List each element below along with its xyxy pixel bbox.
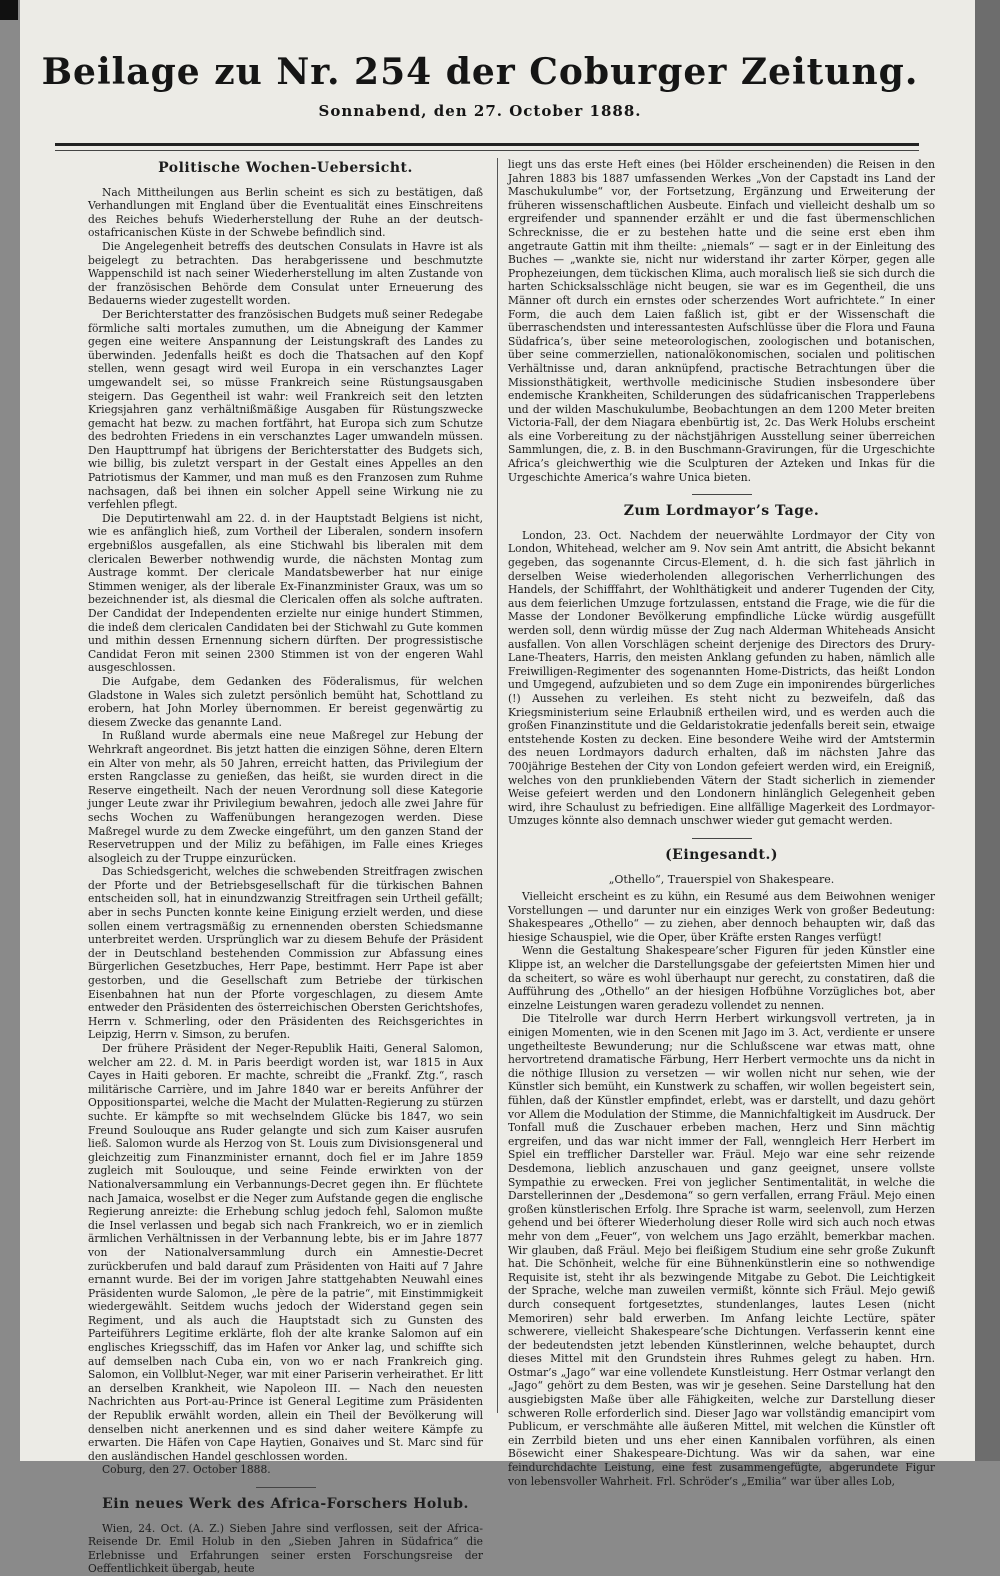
article-paragraph: Der frühere Präsident der Neger-Republik Haiti, General Salomon, welcher am 22. d. M. in Paris beerdigt worden ist, war 1815 in Aux Cayes in Haiti geboren. Er machte, schreibt die „Frankf. Ztg.“, rasch militärische Carrière, und im Jahre 1840 war er bereits Anführer der Oppositionspartei, welche die Macht der Mulatten-Regierung zu stürzen suchte. Er kämpfte so mit wechselndem Glücke bis 1847, wo sein Freund Soulouque ans Ruder gelangte und sich zum Kaiser ausrufen ließ. Salomon wurde als Herzog von St. Louis zum Divisionsgeneral und gleichzeitig zum Finanzminister ernannt, doch fiel er im Jahre 1859 zugleich mit Soulouque, und seine Feinde erwirkten von der Nationalversammlung ein Verbannungs-Decret gegen ihn. Er flüchtete nach Jamaica, woselbst er die Neger zum Aufstande gegen die englische Regierung anreizte: die Erhebung schlug jedoch fehl, Salomon mußte die Insel verlassen und begab sich nach Frankreich, wo er in ziemlich ärmlichen Verhältnissen in der Verbannung lebte, bis er im Jahre 1877 von der Nationalversammlung durch ein Amnestie-Decret zurückberufen und bald darauf zum Präsidenten von Haiti auf 7 Jahre ernannt wurde. Bei der im vorigen Jahre stattgehabten Neuwahl eines Präsidenten wurde Salomon, „le père de la patrie“, mit Einstimmigkeit wiedergewählt. Seitdem wuchs jedoch der Widerstand gegen sein Regiment, und als auch die Hauptstadt sich zu Gunsten des Parteiführers Legitime erklärte, floh der alte kranke Salomon auf ein englisches Kriegsschiff, das im Hafen vor Anker lag, und schiffte sich auf demselben nach Cuba ein, von wo er nach Frankreich ging. Salomon, ein Vollblut-Neger, war mit einer Pariserin verheirathet. Er litt an derselben Krankheit, wie Napoleon III. — Nach den neuesten Nachrichten aus Port-au-Prince ist General Legitime zum Präsidenten der Republik erwählt worden, allein ein Theil der Bevölkerung will denselben nicht anerkennen und es sind daher weitere Kämpfe zu erwarten. Die Häfen von Cape Haytien, Gonaives und St. Marc sind für den ausländischen Handel geschlossen worden. xyxy=(88,1042,483,1463)
masthead-title: Beilage zu Nr. 254 der Coburger Zeitung. xyxy=(41,51,919,93)
section-divider xyxy=(256,1487,316,1488)
article-paragraph: Vielleicht erscheint es zu kühn, ein Resumé aus dem Beiwohnen weniger Vorstellungen — und darunter nur ein einziges Werk von großer Bedeutung: Shakespeares „Othello“ — zu ziehen, aber dennoch behaupten wir, daß das hiesige Schauspiel, wie die Oper, über Kräfte ersten Ranges verfügt! xyxy=(508,890,935,944)
column-divider xyxy=(497,158,498,1413)
left-column xyxy=(88,158,483,1576)
right-column xyxy=(508,158,935,1488)
article-paragraph: Die Deputirtenwahl am 22. d. in der Hauptstadt Belgiens ist nicht, wie es anfänglich hieß, zum Vortheil der Liberalen, sondern insofern ergebnißlos ausgefallen, als eine Stichwahl bis liberalen mit dem clericalen Bewerber nothwendig wurde, die nächsten Montag zum Austrage kommt. Der clericale Mandatsbewerber hat nur einige Stimmen weniger, als der liberale Ex-Finanzminister Graux, was um so bezeichnender ist, als diesmal die Clericalen offen als solche auftraten. Der Candidat der Independenten erzielte nur einige hundert Stimmen, die indeß dem clericalen Candidaten bei der Stichwahl zu Gute kommen und mithin dessen Ernennung sichern dürften. Der progressistische Candidat Feron mit seinen 2300 Stimmen ist von der engeren Wahl ausgeschlossen. xyxy=(88,511,483,675)
article-paragraph: Die Angelegenheit betreffs des deutschen Consulats in Havre ist als beigelegt zu betrachten. Das herabgerissene und beschmutzte Wappenschild ist nach seiner Wiederherstellung im alten Zustande von der französischen Behörde dem Consulat unter Erneuerung des Bedauerns wieder zugestellt worden. xyxy=(88,239,483,308)
article-paragraph: Die Titelrolle war durch Herrn Herbert wirkungsvoll vertreten, ja in einigen Momenten, wie in den Scenen mit Jago im 3. Act, verdiente er unsere ungetheilteste Bewunderung; nur die Schlußscene war etwas matt, ohne hervortretend dramatische Färbung, Herr Herbert vermochte uns da nicht in die nöthige Illusion zu versetzen — wir wollen nicht nur sehen, wie der Künstler sich bemüht, ein Kunstwerk zu schaffen, wir wollen begeistert sein, fühlen, daß der Künstler empfindet, erlebt, was er darstellt, und dazu gehört vor Allem die Modulation der Stimme, die Mannichfaltigkeit im Ausdruck. Der Tonfall muß die Zuschauer erbeben machen, Herz und Sinn mächtig ergreifen, und das war nicht immer der Fall, wenngleich Herr Herbert im Spiel ein trefflicher Darsteller war. Fräul. Mejo war eine sehr reizende Desdemona, lieblich anzuschauen und ganz geeignet, unsere vollste Sympathie zu erwecken. Frei von jeglicher Sentimentalität, in welche die Darstellerinnen der „Desdemona“ so gern verfallen, errang Fräul. Mejo einen großen künstlerischen Erfolg. Ihre Sprache ist warm, seelenvoll, zum Herzen gehend und bei öfterer Wiederholung dieser Rolle wird sich auch noch etwas mehr von dem „Feuer“, von welchem uns Jago erzählt, bemerkbar machen. Wir glauben, daß Fräul. Mejo bei fleißigem Studium eine sehr große Zukunft hat. Die Schönheit, welche für eine Bühnenkünstlerin eine so nothwendige Requisite ist, steht ihr als bezwingende Mitgabe zu Gebot. Die Leichtigkeit der Sprache, welche man zuweilen vermißt, könnte sich Fräul. Mejo gewiß durch consequent fortgesetztes, stundenlanges, lautes Lesen (nicht Memoriren) sehr bald erwerben. Im Anfang leichte Lectüre, später schwerere, vielleicht Shakespeare’sche Dichtungen. Verfasserin kennt eine der bedeutendsten jetzt lebenden Künstlerinnen, welche behauptet, durch dieses Mittel mit den Grundstein ihres Ruhmes gelegt zu haben. Hrn. Ostmar’s „Jago“ war eine vollendete Kunstleistung. Herr Ostmar verlangt den „Jago“ gehört zu dem Besten, was wir je gesehen. Seine Darstellung hat den ausgiebigsten Maße über alle Fähigkeiten, welche zur Darstellung dieser schweren Rolle erforderlich sind. Dieser Jago war vollständig emancipirt vom Publicum, er verschmähte alle äußeren Mittel, mit welchen die Künstler oft ein Zerrbild bieten und uns eher einen Kannibalen vorführen, als einen Bösewicht einer Shakespeare-Dichtung. Was wir da sahen, war eine feindurchdachte Leistung, eine fest zusammengefügte, abgerundete Figur von lebensvoller Wahrheit. Frl. Schröder’s „Emilia“ war über alles Lob, xyxy=(508,1012,935,1488)
article-paragraph: London, 23. Oct. Nachdem der neuerwählte Lordmayor der City von London, Whitehead, welcher am 9. Nov sein Amt antritt, die Absicht bekannt gegeben, das sogenannte Circus-Element, d. h. die sich fast jährlich in derselben Weise wiederholenden allegorischen Verherrlichungen des Handels, der Schifffahrt, der Wohlthätigkeit und anderer Tugenden der City, aus dem feierlichen Umzuge fortzulassen, entstand die Frage, wie die für die Masse der Londoner Bevölkerung empfindliche Lücke würdig ausgefüllt werden soll, denn würdig müsse der Zug nach Alderman Whiteheads Ansicht ausfallen. Von allen Vorschlägen scheint derjenige des Directors des Drury-Lane-Theaters, Harris, den meisten Anklang gefunden zu haben, nämlich alle Freiwilligen-Regimenter des sogenannten Home-Districts, das heißt London und Umgegend, aufzubieten und so dem Zuge ein imponirendes bürgerliches (!) Aussehen zu verleihen. Es steht nicht zu bezweifeln, daß das Kriegsministerium seine Erlaubniß ertheilen wird, und es werden auch die großen Finanzinstitute und die Geldaristokratie jedenfalls bereit sein, etwaige entstehende Kosten zu decken. Eine besondere Weihe wird der Amtstermin des neuen Lordmayors dadurch erhalten, daß im nächsten Jahre das 700jährige Bestehen der City von London gefeiert werden wird, ein Ereigniß, welches von den prunkliebenden Vätern der Stadt sicherlich in ziemender Weise gefeiert werden und den Londonern hinlänglich Gelegenheit geben wird, ihre Schaulust zu befriedigen. Eine allfällige Magerkeit des Lordmayor-Umzuges könnte also demnach unschwer wieder gut gemacht werden. xyxy=(508,528,935,828)
section-heading-politics: Politische Wochen-Uebersicht. xyxy=(158,160,413,176)
othello-subheading: „Othello“, Trauerspiel von Shakespeare. xyxy=(608,872,835,886)
dateline-signature: Coburg, den 27. October 1888. xyxy=(102,1463,271,1477)
masthead-date: Sonnabend, den 27. October 1888. xyxy=(318,102,642,120)
article-paragraph: Nach Mittheilungen aus Berlin scheint es sich zu bestätigen, daß Verhandlungen mit England über die Eventualität eines Einschreitens des Reiches behufs Wiederherstellung der Ruhe an der deutsch-ostafricanischen Küste in der Schwebe befindlich sind. xyxy=(88,185,483,240)
section-heading-lordmayor: Zum Lordmayor’s Tage. xyxy=(623,503,820,520)
article-paragraph: Das Schiedsgericht, welches die schwebenden Streitfragen zwischen der Pforte und der Betriebsgesellschaft für die türkischen Bahnen entscheiden soll, hat in einundzwanzig Streitfragen sein Urtheil gefällt; aber in sechs Puncten konnte keine Einigung erzielt werden, und diese sollen einem vertragsmäßig zu ernennenden obersten Schiedsmanne unterbreitet werden. Ursprünglich war zu diesem Behufe der Präsident der in Deutschland bestehenden Commission zur Abfassung eines Bürgerlichen Gesetzbuches, Herr Pape, bestimmt. Herr Pape ist aber gestorben, und die Gesellschaft zum Betriebe der türkischen Eisenbahnen hat nun der Pforte vorgeschlagen, zu diesem Amte entweder den Präsidenten des österreichischen Obersten Gerichtshofes, Herrn v. Schmerling, oder den Präsidenten des Reichsgerichtes in Leipzig, Herrn v. Simson, zu berufen. xyxy=(88,865,483,1042)
article-paragraph: Wien, 24. Oct. (A. Z.) Sieben Jahre sind verflossen, seit der Africa-Reisende Dr. Emil Holub in den „Sieben Jahren in Südafrica“ die Erlebnisse und Erfahrungen seiner ersten Forschungsreise der Oeffentlichkeit übergab, heute xyxy=(88,1521,483,1576)
page-edge-tab xyxy=(0,0,18,20)
page-shadow xyxy=(975,0,1000,1461)
masthead xyxy=(40,50,920,120)
section-divider xyxy=(692,494,752,495)
article-paragraph: In Rußland wurde abermals eine neue Maßregel zur Hebung der Wehrkraft angeordnet. Bis jetzt hatten die einzigen Söhne, deren Eltern ein Alter von mehr, als 50 Jahren, erreicht hatten, das Privilegium der ersten Rangclasse zu genießen, das heißt, sie wurden direct in die Reserve eingetheilt. Nach der neuen Verordnung soll diese Kategorie junger Leute zwar ihr Privilegium bewahren, jedoch alle zwei Jahre für sechs Wochen zu Waffenübungen herangezogen werden. Diese Maßregel wurde zu dem Zwecke eingeführt, um den ganzen Stand der Reservetruppen und der Miliz zu befähigen, im Falle eines Krieges alsogleich zu der Truppe einzurücken. xyxy=(88,729,483,865)
article-paragraph: Die Aufgabe, dem Gedanken des Föderalismus, für welchen Gladstone in Wales sich zuletzt persönlich bemüht hat, Schottland zu erobern, hat John Morley übernommen. Er bereist gegenwärtig zu diesem Zwecke das genannte Land. xyxy=(88,674,483,729)
section-divider xyxy=(692,838,752,839)
article-paragraph: Der Berichterstatter des französischen Budgets muß seiner Redegabe förmliche salti mortales zumuthen, um die Abneigung der Kammer gegen eine weitere Anspannung der Leistungskraft des Landes zu überwinden. Jedenfalls heißt es doch die Thatsachen auf den Kopf stellen, wenn gesagt wird weil Europa in ein verschanztes Lager umgewandelt sei, so müsse Frankreich seine Rüstungsausgaben steigern. Das Gegentheil ist wahr: weil Frankreich seit den letzten Kriegsjahren ganz verhältnißmäßige Ausgaben für Rüstungszwecke gemacht hat bezw. zu machen fortfährt, hat Europa sich zum Schutze des bedrohten Friedens in ein verschanztes Lager umwandeln müssen. Den Haupttrumpf hat übrigens der Berichterstatter des Budgets sich, wie billig, bis zuletzt verspart in der Gestalt eines Appelles an den Patriotismus der Kammer, und man muß es den Franzosen zum Ruhme nachsagen, daß bei ihnen ein solcher Appell seine Wirkung nie zu verfehlen pflegt. xyxy=(88,307,483,512)
article-paragraph: Wenn die Gestaltung Shakespeare’scher Figuren für jeden Künstler eine Klippe ist, an welcher die Darstellungsgabe der gefeiertsten Mimen hier und da scheitert, so wäre es wohl überhaupt nur gerecht, zu constatiren, daß die Aufführung des „Othello“ an der hiesigen Hofbühne Vorzügliches bot, aber einzelne Leistungen waren geradezu vollendet zu nennen. xyxy=(508,944,935,1012)
article-continuation: liegt uns das erste Heft eines (bei Hölder erscheinenden) die Reisen in den Jahren 1883 bis 1887 umfassenden Werkes „Von der Capstadt ins Land der Maschukulumbe“ vor, der Fortsetzung, Ergänzung und Erweiterung der früheren wissenschaftlichen Ausbeute. Einfach und vielleicht deshalb um so ergreifender und spannender erzählt er und die fast übermenschlichen Schrecknisse, die er zu bestehen hatte und die seine erst eben ihm angetraute Gattin mit ihm theilte: „niemals“ — sagt er in der Einleitung des Buches — „wankte sie, nicht nur widerstand ihr zarter Körper, gegen alle Prophezeiungen, dem tückischen Klima, auch moralisch ließ sie sich durch die harten Schicksalsschläge nicht beugen, sie war es im Gegentheil, die uns Männer oft durch ein ernstes oder scherzendes Wort aufrichtete.“ In einer Form, die auch dem Laien faßlich ist, gibt er der Wissenschaft die überraschendsten und interessantesten Aufschlüsse über die Flora und Fauna Südafrica’s, über seine meteorologischen, zoologischen und botanischen, über seine commerziellen, nationalökonomischen, socialen und politischen Verhältnisse und, daran anknüpfend, practische Betrachtungen über die Missionsthätigkeit, werthvolle medicinische Studien insbesondere über endemische Krankheiten, Schilderungen des südafricanischen Trapperlebens und der wilden Maschukulumbe, Beobachtungen an dem 1200 Meter breiten Victoria-Fall, der dem Niagara ebenbürtig ist, 2c. Das Werk Holubs erscheint als eine Vorbereitung zu der nächstjährigen Ausstellung seiner überreichen Sammlungen, die, z. B. in den Buschmann-Gravirungen, für die Urgeschichte Africa’s gleichwerthig wie die Sculpturen der Azteken und Inkas für die Urgeschichte America’s wahre Unica bieten. xyxy=(508,158,935,484)
section-heading-holub: Ein neues Werk des Africa-Forschers Holub. xyxy=(102,1496,469,1512)
masthead-rule xyxy=(55,143,919,151)
section-heading-eingesandt: (Eingesandt.) xyxy=(665,846,778,863)
